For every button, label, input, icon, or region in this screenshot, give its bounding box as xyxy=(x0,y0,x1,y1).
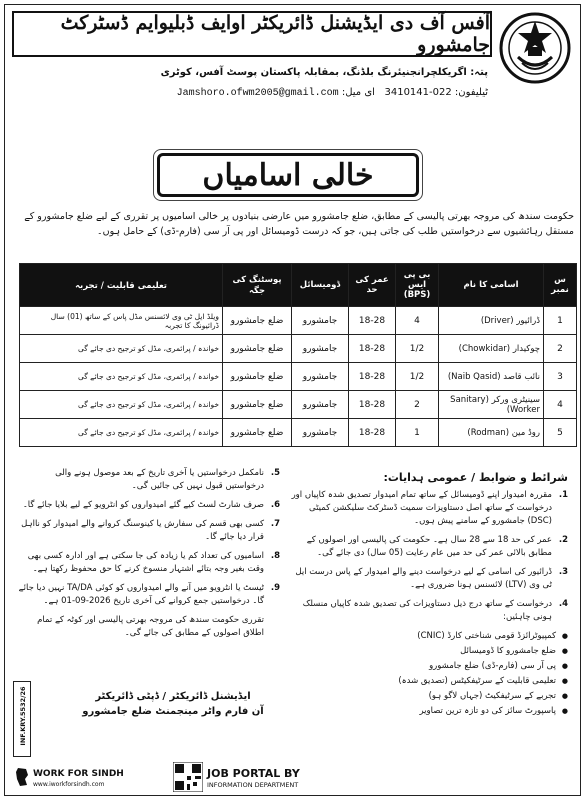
rules-column-left xyxy=(18,467,280,646)
rule-number: 7. xyxy=(270,519,280,529)
work-for-sindh-logo xyxy=(15,763,165,793)
document-item: ● پاسپورٹ سائز کی دو تازہ ترین تصاویر xyxy=(286,705,568,718)
rule-text: مقررہ امیدوار اپنے ڈومیسائل کے ساتھ تمام امیدوار تصدیق شدہ کاپیاں اور درخواست کے ساتھ اصل دستاویزات سمیت ڈسٹرکٹ سلیکشن کمیٹی (DSC) جامشورو کے سامنے پیش ہوں۔ xyxy=(291,490,552,526)
row-qualification: ویلڈ ایل ٹی وی لائسنس مڈل پاس کے ساتھ (01) سال ڈرائیونگ کا تجربہ xyxy=(20,307,223,335)
row-domicile: جامشورو xyxy=(292,419,349,447)
document-item: ● ضلع جامشورو کا ڈومیسائل xyxy=(286,645,568,658)
rule-text: کسی بھی قسم کی سفارش یا کینوسنگ کروانے والے امیدوار کو نااہل قرار دیا جائے گا۔ xyxy=(21,519,264,542)
phone-number: 022-3410141 xyxy=(384,87,452,98)
inf-number-box xyxy=(13,681,31,757)
rule-number: 9. xyxy=(270,583,280,593)
row-post: ڈرائیور (Driver) xyxy=(439,307,544,335)
rules-heading: شرائط و ضوابط / عمومی ہدایات: xyxy=(383,471,568,484)
work-for-sindh-text: WORK FOR SINDH xyxy=(33,769,124,779)
rule-item xyxy=(18,499,280,512)
rule-number: 5. xyxy=(270,468,280,478)
header xyxy=(5,5,580,140)
rule-item xyxy=(286,534,568,560)
row-posting: ضلع جامشورو xyxy=(223,419,292,447)
rule-item xyxy=(286,489,568,528)
header-domicile: ڈومیسائل xyxy=(292,264,349,307)
rule-item xyxy=(18,614,280,640)
row-sn: 1 xyxy=(544,307,577,335)
office-title: آفس آف دی ایڈیشنل ڈائریکٹر اوایف ڈبلیوایم ڈسٹرکٹ جامشورو xyxy=(12,11,492,57)
rule-text: ٹیسٹ یا انٹرویو میں آنے والے امیدواروں کو کوئی TA/DA نہیں دیا جائے گا۔ درخواستیں جمع کروانے کی آخری تاریخ 2026-09-01 ہے۔ xyxy=(18,583,264,606)
row-bps: 4 xyxy=(396,307,439,335)
document-item: ● تعلیمی قابلیت کے سرٹیفکیٹس (تصدیق شدہ) xyxy=(286,675,568,688)
document-item: ● تجربے کے سرٹیفکیٹ (جہاں لاگو ہو) xyxy=(286,690,568,703)
header-post: اسامی کا نام xyxy=(439,264,544,307)
contact-line xyxy=(18,87,488,99)
sindh-government-logo-icon xyxy=(498,11,572,85)
email-label: ای میل: xyxy=(341,87,375,98)
header-sn: س نمبر xyxy=(544,264,577,307)
row-domicile: جامشورو xyxy=(292,335,349,363)
rule-item xyxy=(18,518,280,544)
rules-column-right xyxy=(286,489,568,720)
row-post: چوکیدار (Chowkidar) xyxy=(439,335,544,363)
row-bps: 1/2 xyxy=(396,363,439,391)
rule-text: صرف شارٹ لسٹ کیے گئے امیدواروں کو انٹرویو کے لیے بلایا جائے گا۔ xyxy=(22,500,264,510)
inf-number: INF.KRY.5532/26 xyxy=(19,686,27,746)
row-posting: ضلع جامشورو xyxy=(223,363,292,391)
row-domicile: جامشورو xyxy=(292,391,349,419)
row-sn: 5 xyxy=(544,419,577,447)
vacancies-banner: خالی اسامیاں xyxy=(157,153,419,197)
row-bps: 1 xyxy=(396,419,439,447)
email-address: Jamshoro.ofwm2005@gmail.com xyxy=(176,88,339,99)
work-for-sindh-url: www.iworkforsindh.com xyxy=(33,781,105,788)
row-post: روڈ مین (Rodman) xyxy=(439,419,544,447)
job-portal-text: JOB PORTAL BY xyxy=(207,767,300,780)
row-bps: 1/2 xyxy=(396,335,439,363)
table-row xyxy=(20,335,577,363)
table-row xyxy=(20,419,577,447)
row-age: 18-28 xyxy=(349,391,396,419)
row-age: 18-28 xyxy=(349,363,396,391)
table-header-row xyxy=(20,264,577,307)
row-qualification: خواندہ / پرائمری، مڈل کو ترجیح دی جائے گی xyxy=(20,391,223,419)
row-posting: ضلع جامشورو xyxy=(223,335,292,363)
rule-text: نامکمل درخواستیں یا آخری تاریخ کے بعد موصول ہونے والی درخواستیں قبول نہیں کی جائیں گی۔ xyxy=(55,468,264,491)
rule-text: عمر کی حد 18 سے 28 سال ہے۔ حکومت کی پالیسی اور اصولوں کے مطابق بالائی عمر کی حد میں عام رعایت (05 سال) دی جائے گی۔ xyxy=(306,535,552,558)
rule-item xyxy=(18,550,280,576)
row-qualification: خواندہ / پرائمری، مڈل کو ترجیح دی جائے گی xyxy=(20,419,223,447)
row-posting: ضلع جامشورو xyxy=(223,391,292,419)
rule-number: 1. xyxy=(558,490,568,500)
advertisement-page xyxy=(4,4,581,796)
information-department-text: INFORMATION DEPARTMENT xyxy=(207,781,299,789)
document-item: ● کمپیوٹرائزڈ قومی شناختی کارڈ (CNIC) xyxy=(286,630,568,643)
row-sn: 2 xyxy=(544,335,577,363)
rule-text: تقرری حکومت سندھ کی مروجہ بھرتی پالیسی اور کوٹہ کے تمام اطلاق اصولوں کے مطابق کی جائے گی۔ xyxy=(37,615,264,638)
rule-text: ڈرائیور کی اسامی کے لیے درخواست دینے والے امیدوار کے پاس درست ایل ٹی وی (LTV) لائسنس ہونا ضروری ہے۔ xyxy=(295,567,552,590)
row-domicile: جامشورو xyxy=(292,363,349,391)
document-item: ● پی آر سی (فارم-ڈی) ضلع جامشورو xyxy=(286,660,568,673)
rule-item xyxy=(286,598,568,624)
signature-block xyxy=(53,689,293,719)
header-posting: پوسٹنگ کی جگہ xyxy=(223,264,292,307)
job-portal-logo xyxy=(173,761,301,793)
header-qualification: تعلیمی قابلیت / تجربہ xyxy=(20,264,223,307)
table-row xyxy=(20,363,577,391)
table-row xyxy=(20,391,577,419)
rule-text: درخواست کے ساتھ درج ذیل دستاویزات کی تصدیق شدہ کاپیاں منسلک ہونی چاہئیں: xyxy=(302,599,552,622)
vacancies-table xyxy=(19,263,577,447)
row-qualification: خواندہ / پرائمری، مڈل کو ترجیح دی جائے گی xyxy=(20,335,223,363)
row-bps: 2 xyxy=(396,391,439,419)
header-bps: بی پی ایس (BPS) xyxy=(396,264,439,307)
row-age: 18-28 xyxy=(349,335,396,363)
row-post: سینیٹری ورکر (Sanitary Worker) xyxy=(439,391,544,419)
table-row xyxy=(20,307,577,335)
qr-code-icon xyxy=(173,762,203,792)
row-age: 18-28 xyxy=(349,419,396,447)
row-post: نائب قاصد (Naib Qasid) xyxy=(439,363,544,391)
rule-item xyxy=(286,566,568,592)
rule-number: 8. xyxy=(270,551,280,561)
row-domicile: جامشورو xyxy=(292,307,349,335)
phone-label: ٹیلیفون: xyxy=(454,87,488,98)
rule-item xyxy=(18,467,280,493)
row-age: 18-28 xyxy=(349,307,396,335)
rule-number: 2. xyxy=(558,535,568,545)
rule-number: 4. xyxy=(558,599,568,609)
intro-paragraph: حکومت سندھ کی مروجہ بھرتی پالیسی کے مطابق، ضلع جامشورو میں عارضی بنیادوں پر خالی اسامیوں پر تقرری کے لیے ضلع جامشورو کے مستقل رہائشیوں سے درخواستیں طلب کی جاتی ہیں، جو کہ درست ڈومیسائل اور پی آر سی (فارم-ڈی) کے حامل ہوں۔ xyxy=(24,211,574,237)
row-posting: ضلع جامشورو xyxy=(223,307,292,335)
office-address: پتہ: اگریکلچرانجنیئرنگ بلڈنگ، بمقابلہ پاکستان پوسٹ آفس، کوٹری xyxy=(160,67,488,78)
header-age: عمر کی حد xyxy=(349,264,396,307)
rule-text: اسامیوں کی تعداد کم یا زیادہ کی جا سکتی ہے اور ادارہ کسی بھی وقت بغیر وجہ بتائے اشتہار منسوخ کرنے کا حق محفوظ رکھتا ہے۔ xyxy=(27,551,264,574)
signature-title: ایڈیشنل ڈائریکٹر / ڈپٹی ڈائریکٹر xyxy=(95,691,251,702)
rule-item xyxy=(18,582,280,608)
signature-office: آن فارم واٹر مینجمنٹ ضلع جامشورو xyxy=(82,706,264,717)
row-sn: 3 xyxy=(544,363,577,391)
rule-number: 3. xyxy=(558,567,568,577)
sindh-map-icon xyxy=(15,767,29,787)
row-sn: 4 xyxy=(544,391,577,419)
row-qualification: خواندہ / پرائمری، مڈل کو ترجیح دی جائے گی xyxy=(20,363,223,391)
rule-number: 6. xyxy=(270,500,280,510)
